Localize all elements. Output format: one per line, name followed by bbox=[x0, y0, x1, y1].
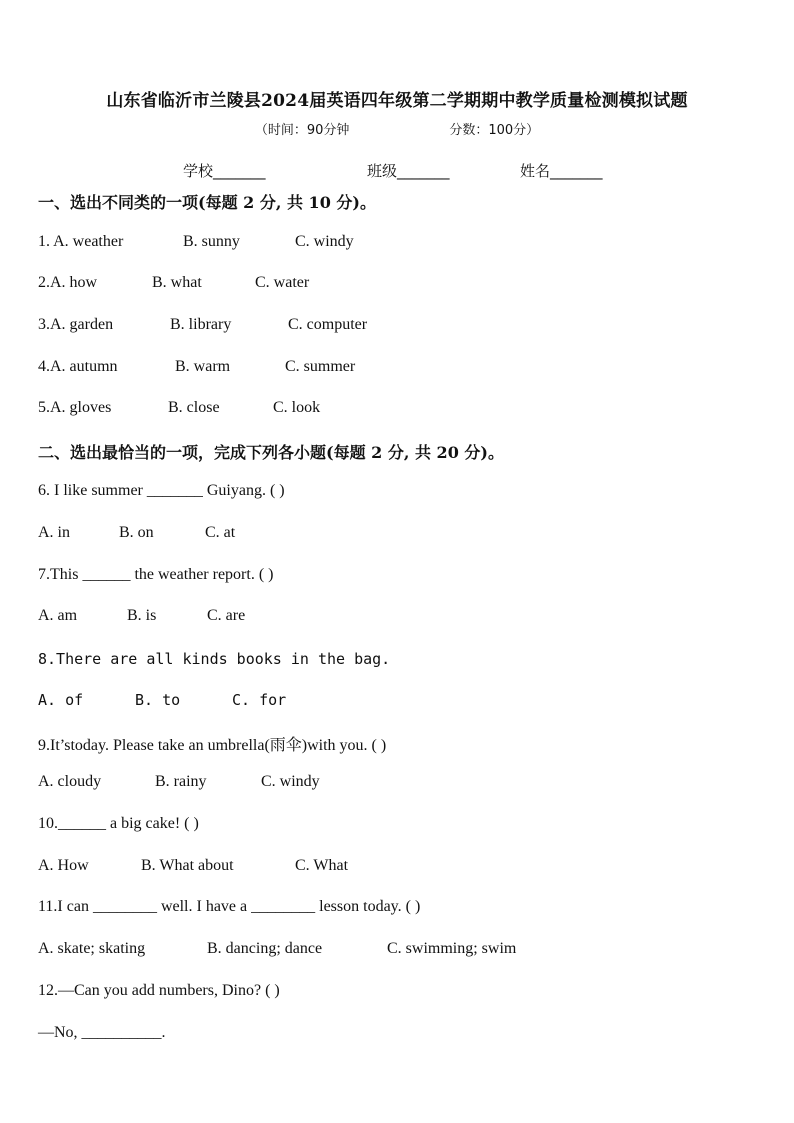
option-c: C. water bbox=[255, 274, 310, 291]
question-5 bbox=[38, 399, 320, 417]
question-3 bbox=[38, 316, 367, 334]
question-10-options bbox=[38, 857, 348, 875]
question-8-stem: 8.There are all kinds books in the bag. bbox=[38, 650, 391, 668]
option-c: C. windy bbox=[295, 233, 354, 250]
option-b: B. dancing; dance bbox=[207, 940, 323, 957]
option-c: C. swimming; swim bbox=[387, 940, 517, 957]
option-b: B. on bbox=[119, 524, 154, 541]
question-11-stem: 11.I can ________ well. I have a ________ lesson today. ( ) bbox=[38, 898, 421, 915]
question-6-options bbox=[38, 524, 235, 542]
option-a: A. of bbox=[38, 691, 84, 709]
question-11-options bbox=[38, 940, 516, 958]
option-c: C. windy bbox=[261, 773, 320, 790]
option-a: 1. A. weather bbox=[38, 233, 124, 250]
option-b: B. is bbox=[127, 607, 157, 624]
question-1 bbox=[38, 233, 354, 251]
option-c: C. What bbox=[295, 857, 349, 874]
option-a: 3.A. garden bbox=[38, 316, 114, 333]
option-c: C. at bbox=[205, 524, 236, 541]
option-c: C. look bbox=[273, 399, 321, 416]
option-a: 2.A. how bbox=[38, 274, 98, 291]
option-b: B. warm bbox=[175, 358, 231, 375]
question-9-stem: 9.It’stoday. Please take an umbrella(雨伞)with you. ( ) bbox=[38, 737, 387, 754]
option-c: C. summer bbox=[285, 358, 356, 375]
option-a: A. skate; skating bbox=[38, 940, 146, 957]
question-9-options bbox=[38, 773, 320, 791]
option-a: 5.A. gloves bbox=[38, 399, 112, 416]
class-field: 班级_______ bbox=[367, 162, 450, 180]
option-c: C. for bbox=[232, 691, 287, 709]
option-b: B. sunny bbox=[183, 233, 240, 250]
section1-heading: 一、选出不同类的一项(每题 2 分, 共 10 分)。 bbox=[38, 193, 376, 212]
section2-heading: 二、选出最恰当的一项，完成下列各小题(每题 2 分, 共 20 分)。 bbox=[38, 443, 504, 462]
option-b: B. library bbox=[170, 316, 232, 333]
school-field: 学校_______ bbox=[183, 162, 266, 180]
option-b: B. rainy bbox=[155, 773, 207, 790]
question-4 bbox=[38, 358, 355, 376]
option-c: C. are bbox=[207, 607, 246, 624]
option-a: A. in bbox=[38, 524, 70, 541]
option-c: C. computer bbox=[288, 316, 368, 333]
option-a: A. How bbox=[38, 857, 89, 874]
option-a: 4.A. autumn bbox=[38, 358, 118, 375]
option-a: A. am bbox=[38, 607, 78, 624]
question-8-options bbox=[38, 691, 286, 709]
name-field: 姓名_______ bbox=[520, 162, 603, 180]
option-b: B. close bbox=[168, 399, 220, 416]
question-12-reply: —No, __________. bbox=[38, 1024, 166, 1041]
question-10-stem: 10.______ a big cake! ( ) bbox=[38, 815, 199, 832]
question-12-stem: 12.—Can you add numbers, Dino? ( ) bbox=[38, 982, 280, 999]
option-b: B. What about bbox=[141, 857, 234, 874]
option-a: A. cloudy bbox=[38, 773, 102, 790]
exam-time: （时间：90分钟 bbox=[254, 123, 350, 138]
exam-score: 分数：100分） bbox=[449, 123, 540, 138]
question-7-options bbox=[38, 607, 245, 625]
question-2 bbox=[38, 274, 309, 292]
exam-meta bbox=[0, 119, 794, 138]
question-6-stem: 6. I like summer _______ Guiyang. ( ) bbox=[38, 482, 285, 499]
option-b: B. to bbox=[135, 691, 181, 709]
page-title: 山东省临沂市兰陵县2024届英语四年级第二学期期中教学质量检测模拟试题 bbox=[106, 91, 688, 111]
option-b: B. what bbox=[152, 274, 202, 291]
question-7-stem: 7.This ______ the weather report. ( ) bbox=[38, 566, 274, 583]
